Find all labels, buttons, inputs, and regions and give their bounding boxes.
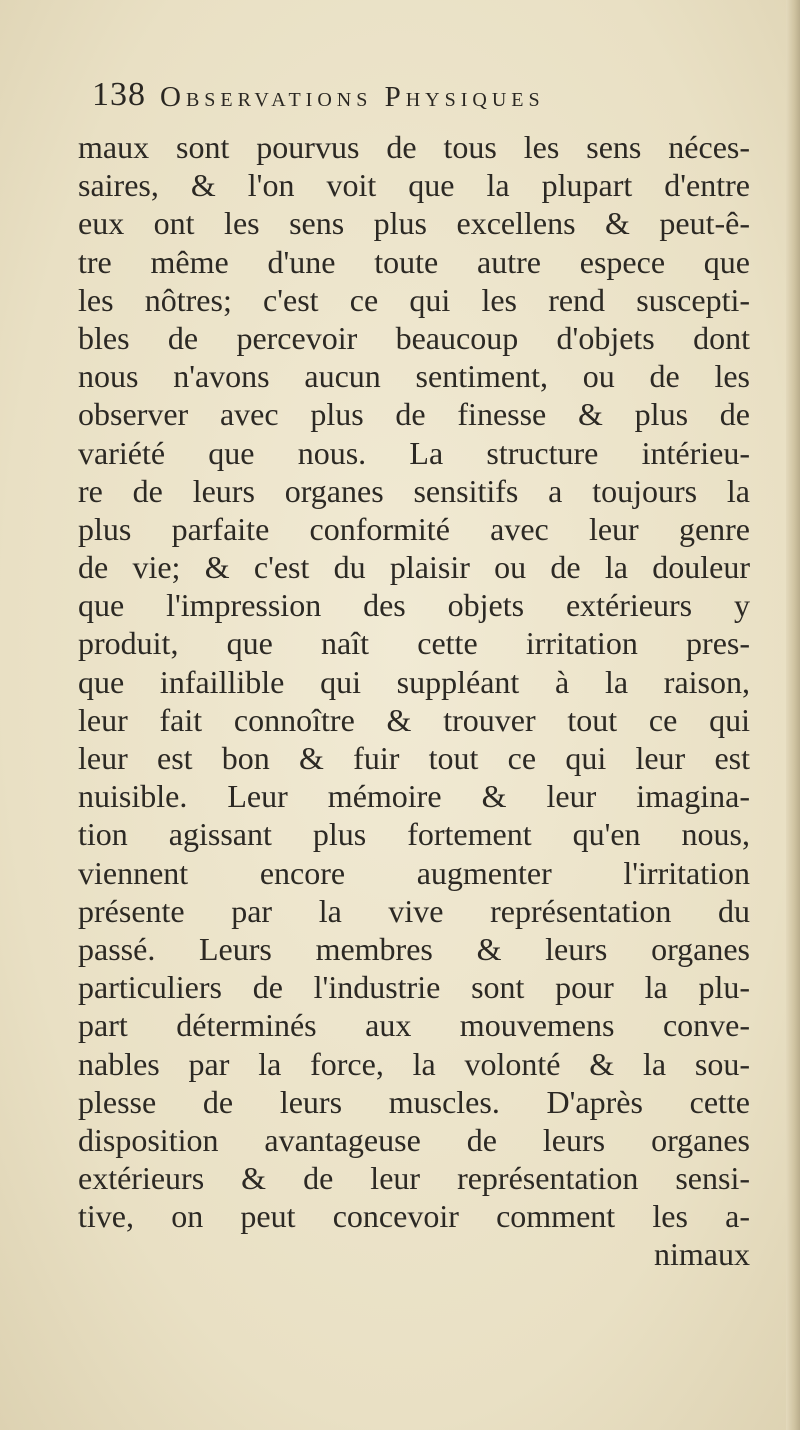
text-line: eux ont les sens plus excellens & peut-ê-	[78, 205, 750, 242]
text-line: passé. Leurs membres & leurs organes	[78, 930, 750, 967]
page-edge	[786, 0, 800, 1430]
text-line: extérieurs & de leur représentation sensi-	[78, 1160, 750, 1197]
text-line: tive, on peut concevoir comment les a-	[78, 1198, 750, 1235]
text-line: nuisible. Leur mémoire & leur imagina-	[78, 778, 750, 815]
text-line: nimaux	[654, 1236, 750, 1273]
text-line: bles de percevoir beaucoup d'objets dont	[78, 319, 750, 356]
text-line: disposition avantageuse de leurs organes	[78, 1121, 750, 1158]
text-line: plus parfaite conformité avec leur genre	[78, 510, 750, 547]
text-line: tion agissant plus fortement qu'en nous,	[78, 816, 750, 853]
text-line: particuliers de l'industrie sont pour la plu-	[78, 969, 750, 1006]
text-line: nous n'avons aucun sentiment, ou de les	[78, 358, 750, 395]
text-line: leur fait connoître & trouver tout ce qui	[78, 701, 750, 738]
text-line: que l'impression des objets extérieurs y	[78, 587, 750, 624]
page-header	[92, 60, 692, 114]
text-line: part déterminés aux mouvemens conve-	[78, 1007, 750, 1044]
text-line: les nôtres; c'est ce qui les rend suscepti-	[78, 281, 750, 318]
text-line: re de leurs organes sensitifs a toujours la	[78, 472, 750, 509]
text-line: produit, que naît cette irritation pres-	[78, 625, 750, 662]
text-line: observer avec plus de finesse & plus de	[78, 396, 750, 433]
text-line: leur est bon & fuir tout ce qui leur est	[78, 740, 750, 776]
text-line: nables par la force, la volonté & la sou-	[78, 1045, 750, 1082]
text-line: présente par la vive représentation du	[78, 892, 750, 929]
page-number: 138	[92, 76, 146, 113]
text-line: maux sont pourvus de tous les sens néces-	[78, 129, 750, 165]
text-line: variété que nous. La structure intérieu-	[78, 434, 750, 471]
body-text	[78, 128, 750, 1274]
text-line: viennent encore augmenter l'irritation	[78, 854, 750, 891]
running-head: Observations Physiques	[160, 81, 545, 113]
text-line: saires, & l'on voit que la plupart d'entre	[78, 167, 750, 204]
text-line: plesse de leurs muscles. D'après cette	[78, 1083, 750, 1120]
text-line: tre même d'une toute autre espece que	[78, 243, 750, 280]
text-line: que infaillible qui suppléant à la raison,	[78, 663, 750, 700]
text-line: de vie; & c'est du plaisir ou de la douleur	[78, 549, 750, 586]
